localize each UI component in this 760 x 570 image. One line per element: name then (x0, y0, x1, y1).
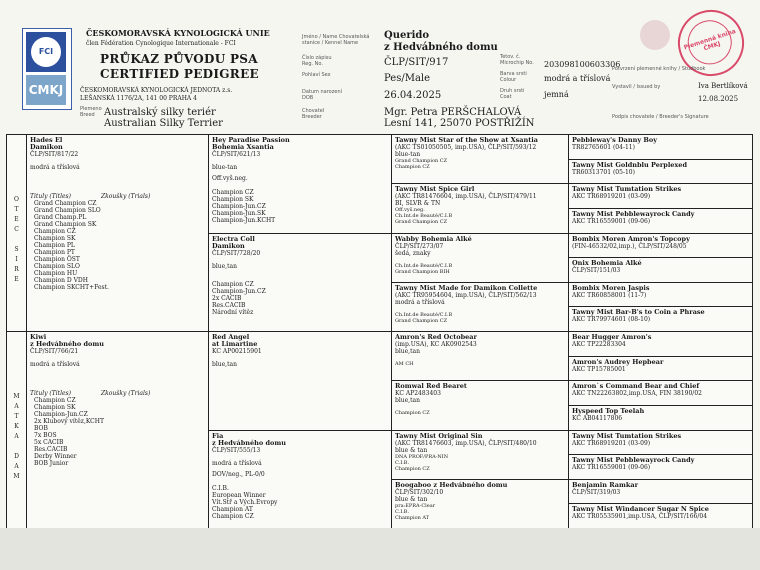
title-entry: BOB Junior (34, 460, 69, 467)
great-great-grandparent (569, 504, 752, 529)
gggp-reg: AKC TP22283304 (572, 341, 626, 348)
title-entry: 7x BOS (34, 432, 57, 439)
gggp-name: Tawny Mist Goldnblu Perplexed (572, 160, 687, 169)
breeder-address: Lesní 141, 25070 POSTŘIŽÍN (384, 118, 535, 129)
coat-value: jemná (544, 90, 569, 99)
grandparent-title: Champion CZ (212, 280, 254, 288)
great-great-grandparent (569, 332, 752, 357)
title-entry: Champion CZ (34, 397, 76, 404)
grandparent-title (212, 182, 388, 189)
ggp-title: AM CH (395, 361, 414, 367)
side-letter: E (14, 216, 19, 223)
gggp-reg: AKC TR68919201 (03-09) (572, 193, 651, 201)
parent-kennel: z Hedvábného domu (30, 340, 104, 348)
association: ČESKOMORAVSKÁ KYNOLOGICKÁ JEDNOTA z.s. (80, 87, 233, 94)
dob-label: Datum narození DOB (302, 89, 342, 101)
gggp-reg: AKC TR79974601 (08-10) (572, 316, 651, 324)
issued-by: Iva Bertlíková (698, 82, 748, 90)
gggp-name: Tawny Mist Windancer Sugar N Spice (572, 505, 709, 514)
great-great-grandparent (569, 357, 752, 382)
gggp-name: Bombix Moren Amron's Topcopy (572, 234, 690, 243)
side-letter: E (14, 276, 19, 283)
parent-reg: ČLP/SIT/766/21 (30, 348, 79, 355)
dam-side-label (7, 332, 27, 529)
side-letter (10, 442, 23, 452)
great-grandparent (392, 332, 569, 381)
ggp-title: Off.vyš.neg. (395, 207, 425, 214)
title-entry: BOB (34, 425, 48, 432)
grandparent-title: Národní vítěz (212, 308, 254, 316)
ggp-title: Ch.Int.de Beauté/C.I.B (395, 262, 453, 269)
header (0, 0, 760, 130)
grandparent-title: Champion SK (212, 196, 254, 203)
ggp-name: Romwal Red Bearet (395, 382, 467, 391)
ggp-name: Wabby Bohemia Alké (395, 234, 472, 243)
great-great-grandparent (569, 431, 752, 456)
great-grandparent (392, 283, 569, 332)
fci-logo-text: FCI (31, 37, 61, 67)
dog-name: Querido (384, 30, 430, 41)
grandparent-title: European Winner (212, 491, 266, 499)
grandparent-title: DOV/neg., PL-0/0 (212, 470, 265, 478)
gggp-name: Onix Bohemia Alké (572, 259, 642, 268)
seal-icon (640, 20, 670, 50)
parent-name: Hades El (30, 136, 63, 144)
grandparent-title: Champion-Jun.SK (212, 210, 266, 217)
page-bottom (0, 528, 760, 570)
title-entry: Champion ÖST (34, 256, 80, 263)
gggp-reg: KC AB04117806 (572, 414, 623, 422)
gggp-reg: (FIN-46532/02,imp.), ČLP/SIT/248/05 (572, 242, 687, 250)
ggp-color: modrá a tříslová (395, 298, 445, 306)
grandparent-reg: KC AP00215901 (212, 348, 262, 355)
grandparent-title: Champion CZ (212, 512, 254, 520)
chip-label: Tetov. č. Microchip No. (500, 54, 534, 66)
grandparent-name: Hey Paradise Passion (212, 136, 290, 144)
gggp-name: Benjamin Ramkar (572, 480, 639, 489)
gggp-reg: AKC TR68919201 (03-09) (572, 439, 651, 447)
name-label: Jméno / Name Chovatelská stanice / Kennel Name (302, 34, 370, 46)
great-great-grandparent (569, 283, 752, 308)
issued-label: Vystavil / Issued by (612, 84, 661, 90)
breeder-label: Chovatel Breeder (302, 108, 325, 120)
ggp-name: Boogaboo z Hedvábného domu (395, 480, 508, 489)
title-entry: 5x CACIB (34, 439, 64, 446)
grandparent-title (212, 274, 388, 281)
title-entry: Champion HU (34, 270, 78, 277)
grandparent-title: C.I.B. (212, 484, 229, 492)
gggp-name: Tawny Mist Tumtation Strikes (572, 431, 682, 440)
gggp-reg: AKC TR16559001 (09-06) (572, 217, 651, 225)
stamp-label: Potvrzení plemenné knihy / Studbook (612, 66, 706, 72)
grandparent-name: Fia (212, 431, 224, 440)
title-entry: Champion CZ (34, 228, 76, 235)
gggp-name: Tawny Mist Pebblewayrock Candy (572, 456, 695, 465)
gggp-name: Tawny Mist Tumtation Strikes (572, 185, 682, 194)
side-letter: R (14, 266, 19, 273)
ggp-color: blue,tan (395, 397, 420, 405)
ggp-color: blue & tan (395, 495, 428, 503)
grandparent-kennel: Bohemia Xsantia (212, 143, 274, 151)
great-grandparent (392, 431, 569, 480)
grandparent-kennel: at Limartine (212, 340, 258, 348)
title-en: CERTIFIED PEDIGREE (100, 67, 259, 81)
title-entry: Derby Winner (34, 453, 77, 460)
side-letter: I (15, 256, 18, 263)
pedigree-table (6, 134, 753, 530)
great-great-grandparent (569, 455, 752, 480)
ggp-reg: ČLP/SIT/273/07 (395, 242, 444, 250)
ggp-title: Ch.Int.de Beauté/C.I.B (395, 311, 453, 318)
title-entry: Champion PL (34, 242, 75, 249)
gggp-name: Bear Hugger Amron's (572, 333, 652, 341)
parent-sire (27, 135, 209, 332)
grandparent-color: blue,tan (212, 361, 237, 368)
great-great-grandparent (569, 258, 752, 283)
ggp-name: Amron's Red Octobear (395, 333, 477, 341)
title-entry: Res.CACIB (34, 446, 68, 453)
sex-value: Pes/Male (384, 73, 431, 84)
grandparent-color: blue-tan (212, 164, 238, 171)
grandparent-title: Res.CACIB (212, 301, 246, 309)
ggp-title: Grand Champion CZ (395, 158, 448, 164)
parent-dam (27, 332, 209, 529)
ggp-color: blue-tan (395, 151, 421, 158)
gggp-reg: TR60313701 (05-10) (572, 168, 635, 176)
great-great-grandparent (569, 234, 752, 259)
gggp-name: Pebbleway's Danny Boy (572, 136, 657, 144)
ggp-title: pra:EPRA-Clear (395, 502, 436, 509)
grandparent (209, 234, 392, 333)
ggp-reg: ČLP/SIT/302/10 (395, 488, 444, 496)
trials-label: Zkoušky (Trials) (100, 390, 151, 397)
great-great-grandparent (569, 307, 752, 332)
side-letter: K (14, 423, 19, 430)
grandparent-title: Champion AT (212, 505, 253, 513)
side-letter: M (13, 473, 20, 480)
ggp-reg: KC AP2483403 (395, 390, 441, 398)
great-grandparent (392, 184, 569, 233)
grandparent-kennel: z Hedvábného domu (212, 438, 286, 447)
gggp-name: Hyspeed Top Teelah (572, 406, 645, 415)
chip-value: 203098100603306 (544, 60, 621, 69)
great-grandparent (392, 135, 569, 184)
title-entry: Champion SK (34, 235, 76, 242)
ggp-title: Ch.Int.de Beauté/C.I.B (395, 213, 453, 220)
title-entry: Champion D VDH (34, 277, 88, 284)
ggp-title: Champion CZ (395, 164, 430, 170)
fci-cmkj-logo (22, 28, 72, 110)
ggp-reg: (AKC TR81476603, imp.USA), ČLP/SIT/480/10 (395, 439, 537, 447)
title-entry: Champion SK (34, 404, 76, 411)
ggp-title: C.I.B. (395, 508, 410, 515)
grandparent-color: modrá a tříslová (212, 459, 262, 467)
grandparent-color: blue,tan (212, 262, 237, 270)
gggp-reg: ČLP/SIT/319/03 (572, 488, 621, 496)
grandparent (209, 135, 392, 234)
parent-kennel: Damikon (30, 143, 63, 151)
kennel-name: z Hedvábného domu (384, 42, 498, 53)
reg-number: ČLP/SIT/917 (384, 57, 449, 68)
union-name: ČESKOMORAVSKÁ KYNOLOGICKÁ UNIE (86, 28, 270, 38)
ggp-color: šedá, znaky (395, 249, 431, 257)
reg-label: Číslo zápisu Reg. No. (302, 55, 332, 67)
grandparent-reg: ČLP/SIT/728/20 (212, 249, 261, 257)
side-letter: C (14, 226, 19, 233)
side-letter: T (14, 206, 19, 213)
ggp-name: Tawny Mist Star of the Show at Xsantia (395, 136, 538, 144)
side-letter: O (14, 196, 19, 203)
grandparent-title: Champion-Jun.KCHT (212, 217, 276, 224)
parent-color: modrá a tříslová (30, 361, 80, 368)
title-entry: Champion-Jun.CZ (34, 411, 88, 418)
grandparent-title: Champion CZ (212, 189, 254, 196)
side-letter: D (14, 453, 19, 460)
coat-label: Druh srsti Coat (500, 88, 525, 100)
title-entry: 2x Klubový vítěz,KCHT (34, 418, 104, 425)
ggp-title: Champion CZ (395, 465, 430, 472)
great-great-grandparent (569, 184, 752, 209)
gggp-reg: TR82765601 (04-11) (572, 144, 635, 151)
address: LEŠANSKÁ 1176/2A, 141 00 PRAHA 4 (80, 95, 197, 102)
side-letter (10, 235, 23, 245)
title-entry: Grand Champ.PL (34, 214, 87, 221)
fci-membership: člen Fédération Cynologique Internationale - FCI (86, 40, 236, 47)
ggp-color: blue,tan (395, 348, 420, 355)
side-letter: S (14, 246, 19, 253)
great-grandparent (392, 480, 569, 529)
ggp-name: Tawny Mist Spice Girl (395, 185, 475, 194)
ggp-title: Grand Champion CZ (395, 317, 448, 324)
color-value: modrá a tříslová (544, 74, 611, 83)
breeder-name: Mgr. Petra PERŠCHALOVÁ (384, 107, 522, 118)
titles-label: Tituly (Titles) (30, 390, 71, 397)
signature-label: Podpis chovatele / Breeder's Signature (612, 114, 709, 120)
titles-header (30, 390, 205, 397)
grandparent-reg: ČLP/SIT/555/13 (212, 446, 261, 454)
gggp-name: Tawny Mist Bar-B's to Coin a Phrase (572, 308, 705, 317)
gggp-name: Tawny Mist Pebblewayrock Candy (572, 209, 695, 218)
titles-label: Tituly (Titles) (30, 193, 71, 200)
ggp-name: Tawny Mist Original Sin (395, 431, 483, 440)
ggp-title: DNA PROF/PRA-NIN (395, 453, 449, 460)
title-entry: Champion SKCHT+Fest. (34, 284, 109, 291)
breed-cz: Australský silky teriér (104, 107, 216, 118)
ggp-title: Champion CZ (395, 410, 430, 417)
great-great-grandparent (569, 135, 752, 160)
great-great-grandparent (569, 209, 752, 234)
gggp-reg: AKC TN22263802,imp.USA, FIN 38190/02 (572, 390, 702, 398)
parent-reg: ČLP/SIT/817/22 (30, 151, 79, 158)
title-entry: Grand Champion SK (34, 221, 97, 228)
gggp-reg: AKC TR60858001 (11-7) (572, 291, 647, 299)
grandparent-title (212, 478, 388, 485)
gggp-name: Amron's Audrey Hepbear (572, 357, 664, 366)
breed-label: Plemeno Breed (80, 106, 102, 118)
great-great-grandparent (569, 160, 752, 185)
grandparent (209, 431, 392, 530)
ggp-title: Grand Champion CZ (395, 219, 448, 226)
sex-label: Pohlaví Sex (302, 72, 331, 78)
grandparent (209, 332, 392, 431)
great-great-grandparent (569, 480, 752, 505)
grandparent-kennel: Damikon (212, 241, 245, 250)
side-letter: A (14, 433, 19, 440)
stamp-text: Plemenná kniha ČMKJ (683, 27, 737, 53)
dob-value: 26.04.2025 (384, 90, 442, 101)
title-cz: PRŮKAZ PŮVODU PSA (100, 52, 258, 66)
ggp-title: Champion AT (395, 514, 430, 521)
title-entry: Grand Champion CZ (34, 200, 97, 207)
title-entry: Champion PT (34, 249, 75, 256)
ggp-reg: (AKC TR95954604, imp.USA), ČLP/SIT/562/13 (395, 291, 537, 299)
titles-header (30, 193, 205, 200)
great-great-grandparent (569, 406, 752, 431)
side-letter: A (14, 463, 19, 470)
side-letter: A (14, 403, 19, 410)
color-label: Barva srsti Colour (500, 71, 527, 83)
parent-name: Kiwi (30, 333, 47, 341)
grandparent-title: Champion-Jun.CZ (212, 203, 266, 210)
grandparent-title: Vít.Stř a Vých.Evropy (212, 498, 278, 506)
grandparent-title: 2x CACIB (212, 294, 242, 302)
side-letter: M (13, 393, 20, 400)
title-entry: Champion SLO (34, 263, 80, 270)
grandparent-title: Champion-Jun.CZ (212, 287, 266, 295)
sire-side-label (7, 135, 27, 332)
ggp-reg: (AKC TR81476604, imp.USA), ČLP/SIT/479/11 (395, 193, 537, 201)
ggp-title: Grand Champion BIH (395, 268, 450, 275)
ggp-reg: (imp.USA), KC AK0902543 (395, 341, 477, 348)
grandparent-reg: ČLP/SIT/621/13 (212, 151, 261, 158)
cmkj-logo-text: CMKJ (26, 75, 66, 105)
ggp-color: BI, SLVR & TN (395, 200, 441, 208)
studbook-stamp-icon (669, 1, 752, 84)
parent-color: modrá a tříslová (30, 164, 80, 171)
title-entry: Grand Champion SLO (34, 207, 101, 214)
trials-label: Zkoušky (Trials) (100, 193, 151, 200)
grandparent-title: Off.vyš.neg. (212, 175, 248, 182)
side-letter: T (14, 413, 19, 420)
gggp-reg: AKC TR16559001 (09-06) (572, 464, 651, 472)
gggp-reg: AKC TP15785001 (572, 365, 626, 373)
issue-date: 12.08.2025 (698, 95, 739, 103)
ggp-reg: (AKC TS01050505, imp.USA), ČLP/SIT/593/12 (395, 144, 537, 151)
grandparent-name: Electra Coll (212, 234, 255, 243)
breed-en: Australian Silky Terrier (104, 118, 223, 129)
ggp-title: C.I.B. (395, 459, 410, 466)
gggp-reg: AKC TR05535901,imp.USA, ČLP/SIT/166/04 (572, 513, 708, 521)
gggp-name: Amron`s Command Bear and Chief (572, 382, 700, 391)
gggp-name: Bombix Moren Jaspis (572, 283, 650, 292)
great-grandparent (392, 234, 569, 283)
grandparent-name: Red Angel (212, 333, 250, 341)
gggp-reg: ČLP/SIT/151/03 (572, 267, 621, 275)
ggp-name: Tawny Mist Made for Damikon Collette (395, 283, 538, 292)
ggp-color: blue & tan (395, 446, 428, 454)
great-grandparent (392, 381, 569, 430)
great-great-grandparent (569, 381, 752, 406)
